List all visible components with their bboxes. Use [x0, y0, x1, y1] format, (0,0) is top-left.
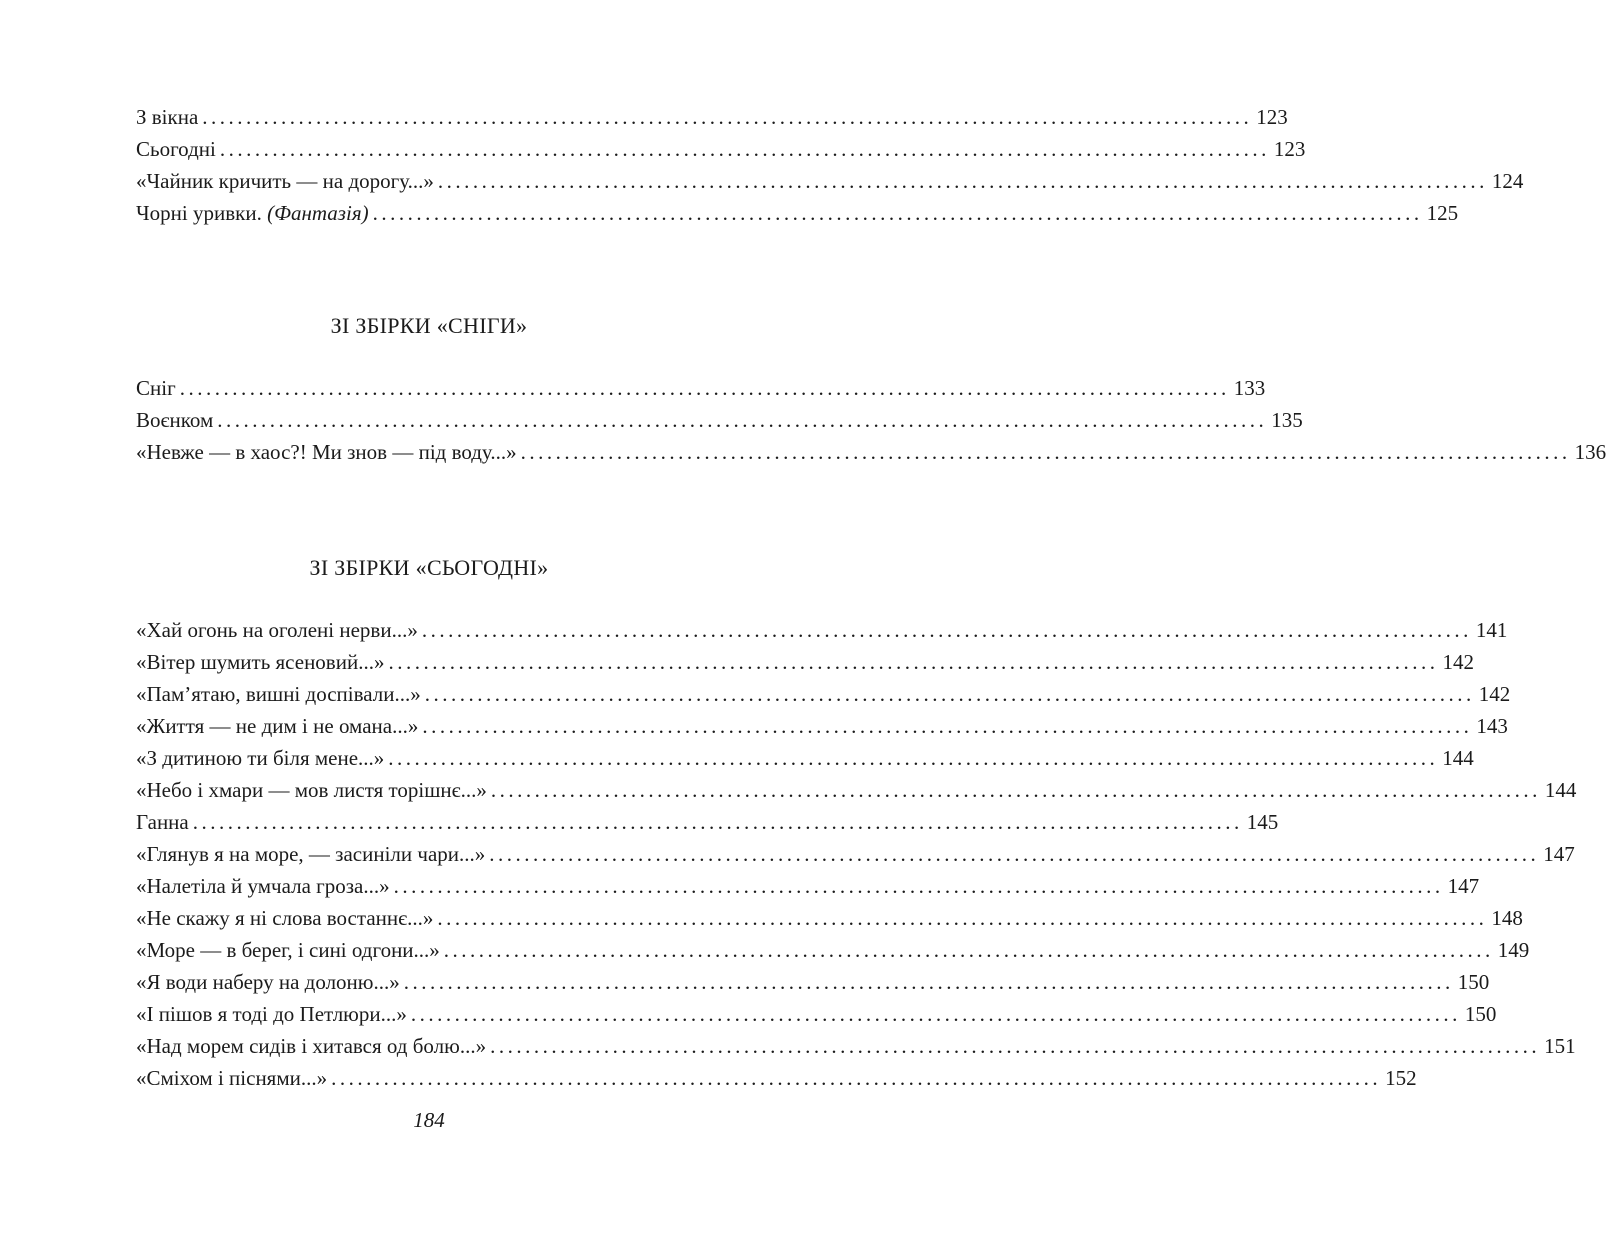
toc-entry [136, 133, 1306, 165]
dot-leader: ........................................................................................................................ [192, 810, 1243, 834]
dot-leader: ........................................................................................................................ [490, 1034, 1541, 1058]
toc-entry [136, 838, 1575, 870]
toc-entry [136, 934, 1530, 966]
entry-page-number: 144 [1442, 746, 1474, 770]
dot-leader: ........................................................................................................................ [490, 778, 1541, 802]
dot-leader: ........................................................................................................................ [217, 408, 1268, 432]
toc-entry [136, 902, 1523, 934]
entry-title: «Не скажу я ні слова востаннє...» [136, 906, 434, 930]
toc-entry [136, 101, 1288, 133]
entry-title: «Над морем сидів і хитався од болю...» [136, 1034, 487, 1058]
entry-title: «Чайник кричить — на дорогу...» [136, 169, 434, 193]
toc-entry [136, 966, 1490, 998]
dot-leader: ........................................................................................................................ [422, 714, 1473, 738]
entry-title: «Невже — в хаос?! Ми знов — під воду...» [136, 440, 517, 464]
dot-leader: ........................................................................................................................ [202, 105, 1253, 129]
entry-title: «Сміхом і піснями...» [136, 1066, 328, 1090]
entry-title: Сніг [136, 376, 176, 400]
entry-page-number: 144 [1544, 778, 1577, 802]
section-heading: ЗІ ЗБІРКИ «СЬОГОДНІ» [309, 555, 549, 580]
entry-title: З вікна [136, 105, 199, 129]
entry-page-number: 136 [1574, 440, 1606, 464]
toc-entry [136, 165, 1524, 197]
toc-entry [136, 774, 1577, 806]
dot-leader: ........................................................................................................................ [437, 906, 1488, 930]
toc-entry [136, 436, 1606, 468]
entry-page-number: 150 [1464, 1002, 1497, 1026]
toc-entry [136, 806, 1279, 838]
dot-leader: ........................................................................................................................ [331, 1066, 1382, 1090]
dot-leader: ........................................................................................................................ [403, 970, 1454, 994]
entry-title: «Глянув я на море, — засиніли чари...» [136, 842, 486, 866]
entry-title: «Хай огонь на оголені нерви...» [136, 618, 418, 642]
entry-page-number: 147 [1543, 842, 1575, 866]
entry-title: «Вітер шумить ясеновий...» [136, 650, 385, 674]
entry-title: «Море — в берег, і сині одгони...» [136, 938, 440, 962]
toc-entry [136, 678, 1511, 710]
entry-title: «І пішов я тоді до Петлюри...» [136, 1002, 407, 1026]
toc-entry [136, 742, 1474, 774]
toc-entry [136, 372, 1266, 404]
dot-leader: ........................................................................................................................ [393, 874, 1444, 898]
toc-entry [136, 710, 1508, 742]
entry-title: Сьогодні [136, 137, 216, 161]
toc-section-sohodni [136, 614, 1577, 1094]
entry-title: «Налетіла й умчала гроза...» [136, 874, 390, 898]
toc-entry [136, 1030, 1576, 1062]
toc-entry [136, 1062, 1417, 1094]
entry-page-number: 151 [1544, 1034, 1576, 1058]
dot-leader: ........................................................................................................................ [424, 682, 1475, 706]
toc-entry [136, 998, 1497, 1030]
page-number-footer: 184 [413, 1108, 445, 1132]
entry-title: Воєнком [136, 408, 214, 432]
entry-title: «З дитиною ти біля мене...» [136, 746, 385, 770]
entry-title: «Я води наберу на долоню...» [136, 970, 400, 994]
entry-page-number: 125 [1426, 201, 1459, 225]
entry-page-number: 147 [1447, 874, 1480, 898]
entry-title: «Небо і хмари — мов листя торішнє...» [136, 778, 487, 802]
toc-entry [136, 404, 1303, 436]
dot-leader: ........................................................................................................................ [219, 137, 1270, 161]
dot-leader: ........................................................................................................................ [421, 618, 1472, 642]
dot-leader: ........................................................................................................................ [410, 1002, 1461, 1026]
toc-section-snihy [136, 372, 1606, 468]
entry-page-number: 143 [1476, 714, 1508, 738]
entry-page-number: 123 [1273, 137, 1306, 161]
dot-leader: ........................................................................................................................ [520, 440, 1571, 464]
entry-title: Ганна [136, 810, 189, 834]
entry-page-number: 124 [1491, 169, 1524, 193]
dot-leader: ........................................................................................................................ [372, 201, 1423, 225]
toc-entry [136, 870, 1480, 902]
entry-page-number: 123 [1256, 105, 1288, 129]
dot-leader: ........................................................................................................................ [437, 169, 1488, 193]
entry-page-number: 133 [1233, 376, 1266, 400]
entry-page-number: 135 [1271, 408, 1303, 432]
dot-leader: ........................................................................................................................ [388, 746, 1439, 770]
entry-page-number: 145 [1246, 810, 1279, 834]
section-heading: ЗІ ЗБІРКИ «СНІГИ» [330, 313, 528, 338]
dot-leader: ........................................................................................................................ [443, 938, 1494, 962]
dot-leader: ........................................................................................................................ [179, 376, 1230, 400]
entry-page-number: 152 [1385, 1066, 1417, 1090]
toc-entry [136, 197, 1459, 229]
entry-page-number: 142 [1442, 650, 1474, 674]
toc-section-continued [136, 101, 1524, 229]
entry-title: «Життя — не дим і не омана...» [136, 714, 419, 738]
entry-page-number: 149 [1497, 938, 1530, 962]
entry-page-number: 141 [1475, 618, 1508, 642]
entry-title: Чорні уривки. (Фантазія) [136, 201, 369, 225]
entry-page-number: 150 [1457, 970, 1490, 994]
dot-leader: ........................................................................................................................ [388, 650, 1439, 674]
entry-title: «Пам’ятаю, вишні доспівали...» [136, 682, 421, 706]
toc-entry [136, 614, 1508, 646]
dot-leader: ........................................................................................................................ [489, 842, 1540, 866]
entry-page-number: 142 [1478, 682, 1511, 706]
toc-entry [136, 646, 1474, 678]
entry-page-number: 148 [1491, 906, 1523, 930]
